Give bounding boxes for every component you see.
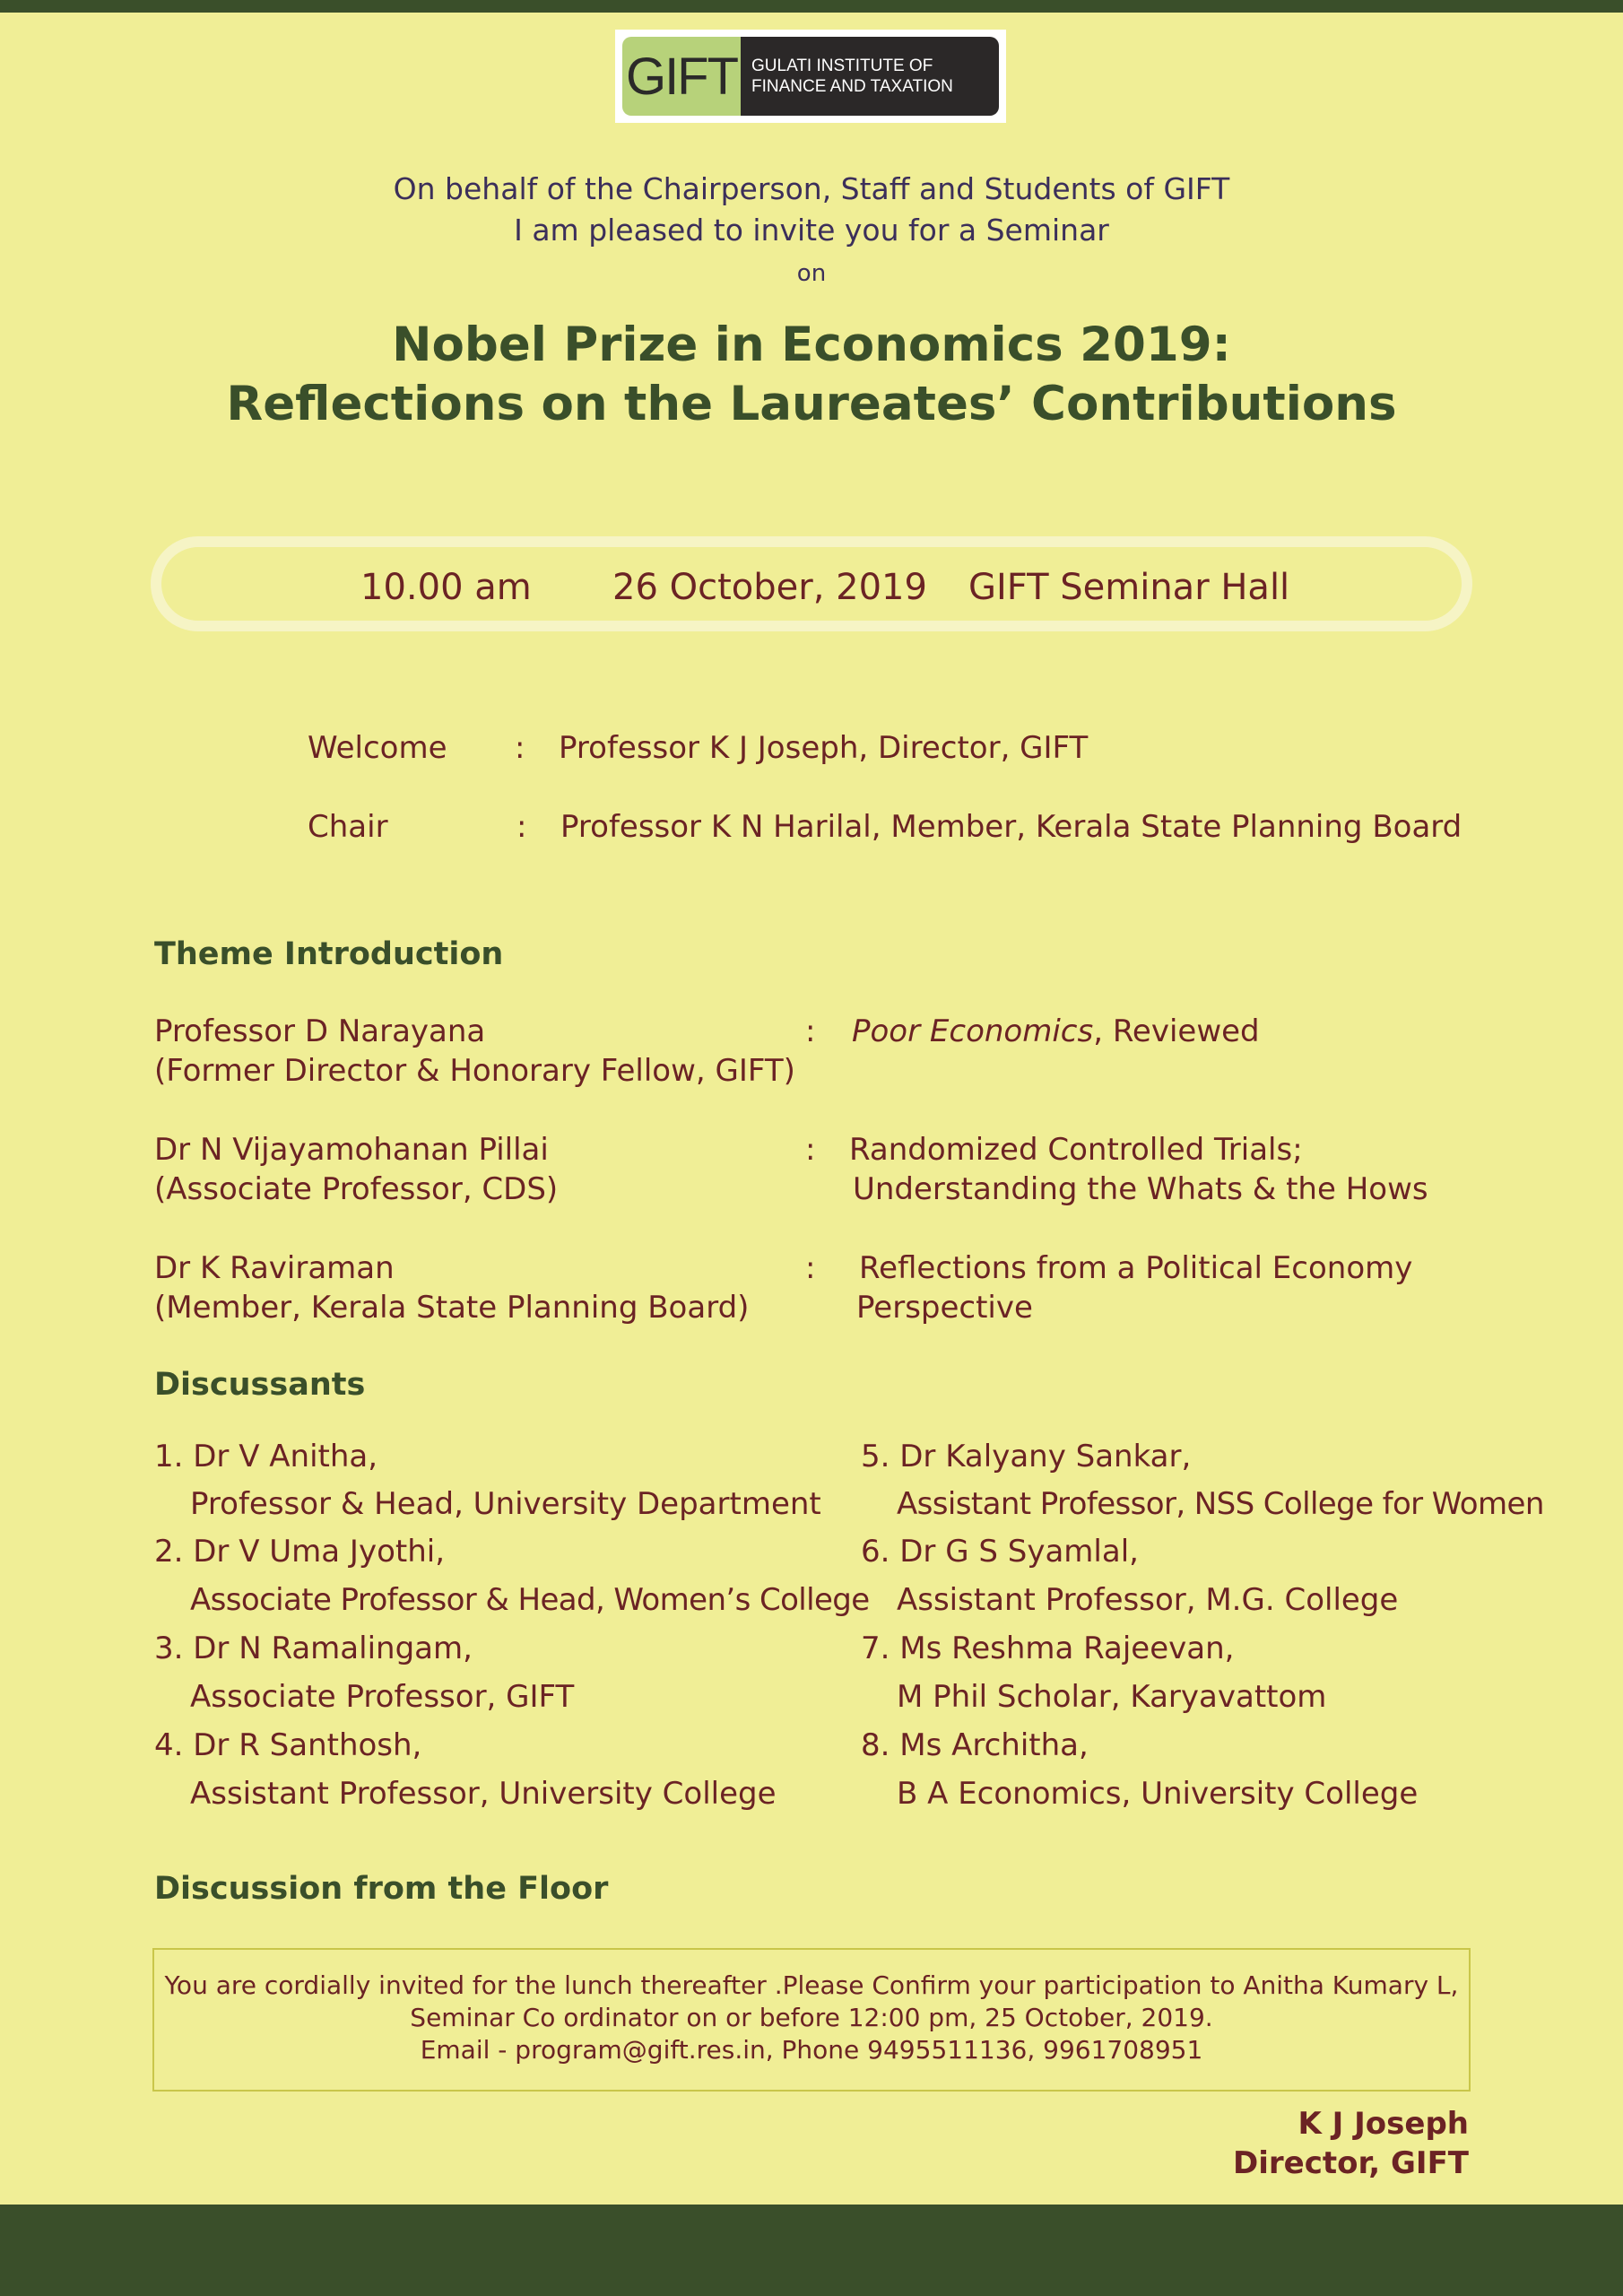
signature-title: Director, GIFT (1233, 2145, 1469, 2181)
logo-mark: GIFT (622, 37, 741, 116)
discussant-1-name: 1. Dr V Anitha, (154, 1439, 378, 1474)
title-line-1: Nobel Prize in Economics 2019: (392, 317, 1231, 372)
discussant-7-role: M Phil Scholar, Karyavattom (897, 1679, 1327, 1715)
talk-3-topic: Reflections from a Political Economy (859, 1250, 1413, 1286)
discussant-6-role: Assistant Professor, M.G. College (897, 1582, 1399, 1618)
talk-2-topic-line-2: Understanding the Whats & the Hows (853, 1171, 1428, 1207)
gift-logo (615, 30, 1006, 123)
talk-3-affiliation: (Member, Kerala State Planning Board) (154, 1290, 750, 1326)
discussant-4-role: Assistant Professor, University College (190, 1776, 777, 1812)
invitation-intro (0, 169, 1623, 251)
discussant-8-name: 8. Ms Architha, (861, 1727, 1089, 1763)
floor-heading: Discussion from the Floor (154, 1871, 609, 1907)
event-venue: GIFT Seminar Hall (968, 567, 1290, 608)
role-person-welcome: Professor K J Joseph, Director, GIFT (559, 730, 1089, 766)
invite-line-2: Seminar Co ordinator on or before 12:00 pm, 25 October, 2019. (410, 2003, 1213, 2032)
discussant-2-name: 2. Dr V Uma Jyothi, (154, 1534, 446, 1570)
talk-2-speaker: Dr N Vijayamohanan Pillai (154, 1132, 549, 1168)
discussant-8-role: B A Economics, University College (897, 1776, 1419, 1812)
talk-2-topic: Randomized Controlled Trials; (849, 1132, 1303, 1168)
talk-3-sep: : (805, 1250, 816, 1286)
intro-on: on (796, 260, 827, 287)
talk-2-affiliation: (Associate Professor, CDS) (154, 1171, 559, 1207)
discussant-2-role: Associate Professor & Head, Women’s College (190, 1582, 870, 1618)
discussant-7-name: 7. Ms Reshma Rajeevan, (861, 1631, 1235, 1666)
discussant-5-role: Assistant Professor, NSS College for Women (897, 1486, 1544, 1522)
role-sep-welcome: : (515, 730, 525, 766)
discussant-3-name: 3. Dr N Ramalingam, (154, 1631, 473, 1666)
logo-institute-name (741, 37, 999, 116)
talk-3-topic-line-2: Perspective (856, 1290, 1033, 1326)
talk-1-topic-rest: , Reviewed (1093, 1013, 1260, 1049)
discussant-3-role: Associate Professor, GIFT (190, 1679, 575, 1715)
logo-line-1: GULATI INSTITUTE OF (751, 57, 933, 75)
lunch-invitation-box (152, 1948, 1471, 2092)
role-person-chair: Professor K N Harilal, Member, Kerala State Planning Board (560, 809, 1462, 845)
logo-line-2: FINANCE AND TAXATION (751, 77, 953, 96)
discussant-1-role: Professor & Head, University Department (190, 1486, 821, 1522)
title-line-2: Reflections on the Laureates’ Contributions (226, 377, 1397, 431)
event-details-banner (151, 536, 1472, 631)
talk-1-affiliation: (Former Director & Honorary Fellow, GIFT) (154, 1053, 795, 1089)
role-label-welcome: Welcome (308, 730, 447, 766)
signature-name: K J Joseph (1298, 2106, 1469, 2142)
discussant-6-name: 6. Dr G S Syamlal, (861, 1534, 1139, 1570)
invite-line-1: You are cordially invited for the lunch thereafter .Please Confirm your participation to Anitha Kumary L, (164, 1970, 1459, 2000)
talk-1-speaker: Professor D Narayana (154, 1013, 486, 1049)
intro-line-1: On behalf of the Chairperson, Staff and Students of GIFT (393, 171, 1230, 206)
role-label-chair: Chair (308, 809, 388, 845)
talk-3-speaker: Dr K Raviraman (154, 1250, 395, 1286)
event-date: 26 October, 2019 (612, 567, 927, 608)
top-band (0, 0, 1623, 13)
talk-1-topic-italic: Poor Economics (852, 1013, 1094, 1049)
theme-heading: Theme Introduction (154, 936, 504, 972)
discussant-5-name: 5. Dr Kalyany Sankar, (861, 1439, 1192, 1474)
talk-1-sep: : (805, 1013, 816, 1049)
discussant-4-name: 4. Dr R Santhosh, (154, 1727, 422, 1763)
invite-line-3: Email - program@gift.res.in, Phone 9495511136, 9961708951 (420, 2035, 1203, 2065)
seminar-title (0, 316, 1623, 434)
intro-line-2: I am pleased to invite you for a Seminar (514, 213, 1109, 248)
talk-1-topic (852, 1012, 1260, 1051)
discussants-heading: Discussants (154, 1367, 366, 1403)
event-time: 10.00 am (360, 567, 532, 608)
role-sep-chair: : (516, 809, 527, 845)
talk-2-sep: : (805, 1132, 816, 1168)
bottom-band (0, 2205, 1623, 2296)
